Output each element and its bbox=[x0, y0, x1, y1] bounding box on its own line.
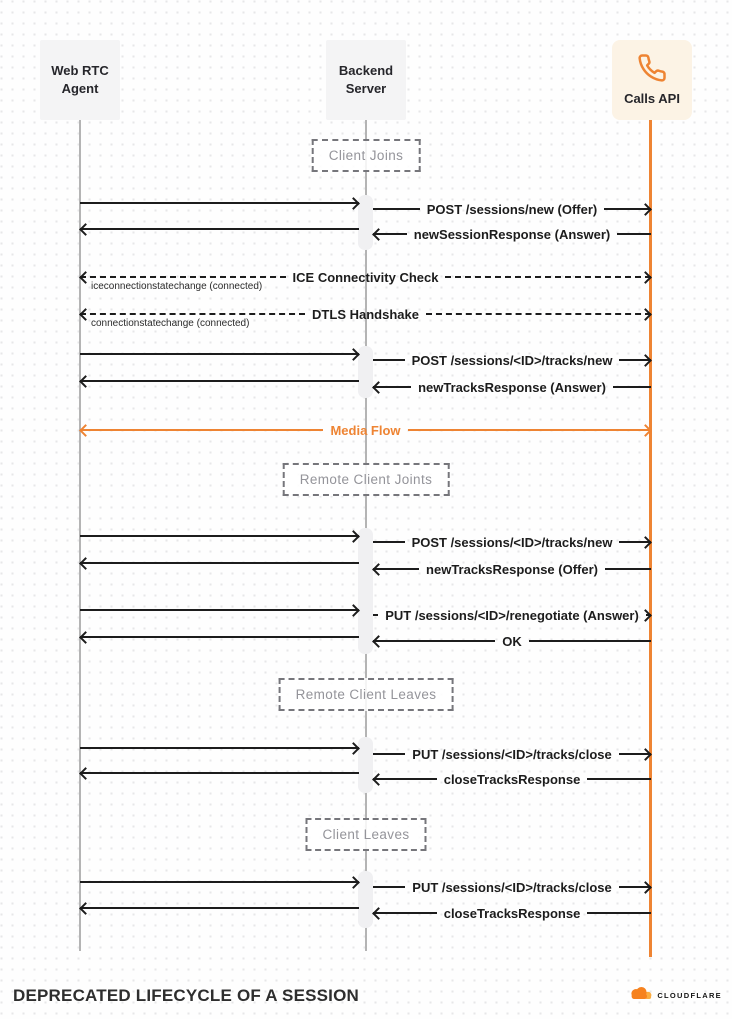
message-agent-to-backend bbox=[80, 344, 359, 364]
message-line bbox=[445, 276, 651, 278]
message-label: DTLS Handshake bbox=[312, 306, 419, 322]
message-line bbox=[373, 753, 405, 755]
arrowhead-left-icon bbox=[79, 902, 92, 915]
actor-calls-api bbox=[612, 40, 692, 120]
message-line bbox=[80, 380, 359, 382]
message-post-tracks-new bbox=[373, 350, 651, 370]
activation-bar bbox=[358, 195, 373, 250]
arrowhead-right-icon bbox=[639, 748, 652, 761]
message-line bbox=[80, 609, 359, 611]
arrowhead-right-icon bbox=[347, 876, 360, 889]
message-backend-to-agent bbox=[80, 898, 359, 918]
group-remote-client-joints bbox=[283, 463, 450, 496]
message-line bbox=[80, 535, 359, 537]
message-line bbox=[80, 636, 359, 638]
message-label: closeTracksResponse bbox=[443, 771, 581, 787]
message-label: POST /sessions/new (Offer) bbox=[426, 201, 598, 217]
group-client-leaves bbox=[306, 818, 427, 851]
arrowhead-right-icon bbox=[639, 354, 652, 367]
message-agent-to-backend bbox=[80, 600, 359, 620]
group-client-joins bbox=[312, 139, 421, 172]
group-label: Client Leaves bbox=[322, 827, 410, 842]
message-label: OK bbox=[502, 633, 522, 649]
arrowhead-right-icon bbox=[347, 604, 360, 617]
arrowhead-left-icon bbox=[79, 424, 92, 437]
actor-label: Backend Server bbox=[338, 63, 394, 96]
arrowhead-right-icon bbox=[639, 308, 652, 321]
message-label: newSessionResponse (Answer) bbox=[413, 226, 611, 242]
message-line bbox=[587, 912, 651, 914]
message-label: PUT /sessions/<ID>/tracks/close bbox=[412, 879, 612, 895]
group-label: Client Joins bbox=[328, 148, 404, 163]
message-line bbox=[373, 208, 420, 210]
arrowhead-left-icon bbox=[372, 635, 385, 648]
message-backend-to-agent bbox=[80, 763, 359, 783]
message-close-tracks-response bbox=[373, 769, 651, 789]
message-put-renegotiate bbox=[373, 605, 651, 625]
message-post-tracks-new bbox=[373, 532, 651, 552]
cloudflare-logo bbox=[628, 986, 722, 1005]
message-new-tracks-response-offer bbox=[373, 559, 651, 579]
message-line bbox=[80, 562, 359, 564]
message-line bbox=[613, 386, 651, 388]
message-label: newTracksResponse (Answer) bbox=[418, 379, 606, 395]
message-label: PUT /sessions/<ID>/tracks/close bbox=[412, 746, 612, 762]
arrowhead-left-icon bbox=[372, 381, 385, 394]
message-label: POST /sessions/<ID>/tracks/new bbox=[411, 534, 613, 550]
arrowhead-left-icon bbox=[79, 308, 92, 321]
activation-bar bbox=[358, 346, 373, 398]
message-label: newTracksResponse (Offer) bbox=[426, 561, 598, 577]
message-put-tracks-close bbox=[373, 744, 651, 764]
message-line bbox=[373, 640, 495, 642]
message-label: PUT /sessions/<ID>/renegotiate (Answer) bbox=[385, 607, 639, 623]
message-line bbox=[80, 747, 359, 749]
message-line bbox=[80, 228, 359, 230]
message-line bbox=[80, 202, 359, 204]
group-label: Remote Client Joints bbox=[299, 472, 433, 487]
arrowhead-left-icon bbox=[79, 223, 92, 236]
actor-webrtc-agent bbox=[40, 40, 120, 120]
arrowhead-left-icon bbox=[372, 907, 385, 920]
message-agent-to-backend bbox=[80, 872, 359, 892]
message-line bbox=[426, 313, 651, 315]
message-line bbox=[408, 429, 651, 431]
arrowhead-right-icon bbox=[639, 203, 652, 216]
arrowhead-left-icon bbox=[79, 631, 92, 644]
ice-event-note: iceconnectionstatechange (connected) bbox=[91, 281, 263, 292]
message-line bbox=[80, 429, 323, 431]
message-backend-to-agent bbox=[80, 553, 359, 573]
phone-icon bbox=[637, 53, 667, 83]
message-line bbox=[80, 772, 359, 774]
activation-bar bbox=[358, 737, 373, 793]
message-put-tracks-close bbox=[373, 877, 651, 897]
group-remote-client-leaves bbox=[279, 678, 454, 711]
message-agent-to-backend bbox=[80, 738, 359, 758]
message-line bbox=[80, 313, 305, 315]
message-line bbox=[80, 353, 359, 355]
actor-backend-server bbox=[326, 40, 406, 120]
arrowhead-right-icon bbox=[347, 742, 360, 755]
page-title: DEPRECATED LIFECYCLE OF A SESSION bbox=[13, 986, 360, 1005]
arrowhead-right-icon bbox=[347, 348, 360, 361]
message-line bbox=[80, 907, 359, 909]
message-label: POST /sessions/<ID>/tracks/new bbox=[411, 352, 613, 368]
message-new-session-response bbox=[373, 224, 651, 244]
message-line bbox=[605, 568, 651, 570]
message-line bbox=[373, 886, 405, 888]
arrowhead-right-icon bbox=[347, 530, 360, 543]
arrowhead-right-icon bbox=[347, 197, 360, 210]
message-close-tracks-response bbox=[373, 903, 651, 923]
message-post-sessions-new bbox=[373, 199, 651, 219]
message-ok bbox=[373, 631, 651, 651]
message-backend-to-agent bbox=[80, 371, 359, 391]
message-media-flow bbox=[80, 420, 651, 440]
arrowhead-right-icon bbox=[639, 536, 652, 549]
message-line bbox=[373, 541, 405, 543]
message-label: ICE Connectivity Check bbox=[292, 269, 439, 285]
cloudflare-cloud-icon bbox=[628, 986, 653, 1005]
message-line bbox=[80, 276, 286, 278]
message-label: closeTracksResponse bbox=[443, 905, 581, 921]
message-line bbox=[529, 640, 651, 642]
arrowhead-left-icon bbox=[79, 271, 92, 284]
message-backend-to-agent bbox=[80, 219, 359, 239]
message-backend-to-agent bbox=[80, 627, 359, 647]
cloudflare-wordmark: CLOUDFLARE bbox=[657, 991, 722, 1000]
arrowhead-right-icon bbox=[639, 271, 652, 284]
group-label: Remote Client Leaves bbox=[295, 687, 437, 702]
actor-label: Web RTC Agent bbox=[51, 63, 109, 96]
arrowhead-left-icon bbox=[79, 767, 92, 780]
message-label: Media Flow bbox=[330, 422, 401, 438]
message-agent-to-backend bbox=[80, 193, 359, 213]
arrowhead-right-icon bbox=[639, 424, 652, 437]
activation-bar bbox=[358, 871, 373, 928]
arrowhead-left-icon bbox=[79, 375, 92, 388]
message-line bbox=[373, 359, 405, 361]
message-line bbox=[617, 233, 651, 235]
arrowhead-left-icon bbox=[79, 557, 92, 570]
message-new-tracks-response-answer bbox=[373, 377, 651, 397]
dtls-event-note: connectionstatechange (connected) bbox=[91, 318, 250, 329]
arrowhead-left-icon bbox=[372, 563, 385, 576]
arrowhead-right-icon bbox=[639, 881, 652, 894]
actor-label: Calls API bbox=[624, 90, 680, 106]
arrowhead-left-icon bbox=[372, 773, 385, 786]
arrowhead-left-icon bbox=[372, 228, 385, 241]
message-agent-to-backend bbox=[80, 526, 359, 546]
activation-bar bbox=[358, 528, 373, 654]
message-line bbox=[80, 881, 359, 883]
message-line bbox=[587, 778, 651, 780]
